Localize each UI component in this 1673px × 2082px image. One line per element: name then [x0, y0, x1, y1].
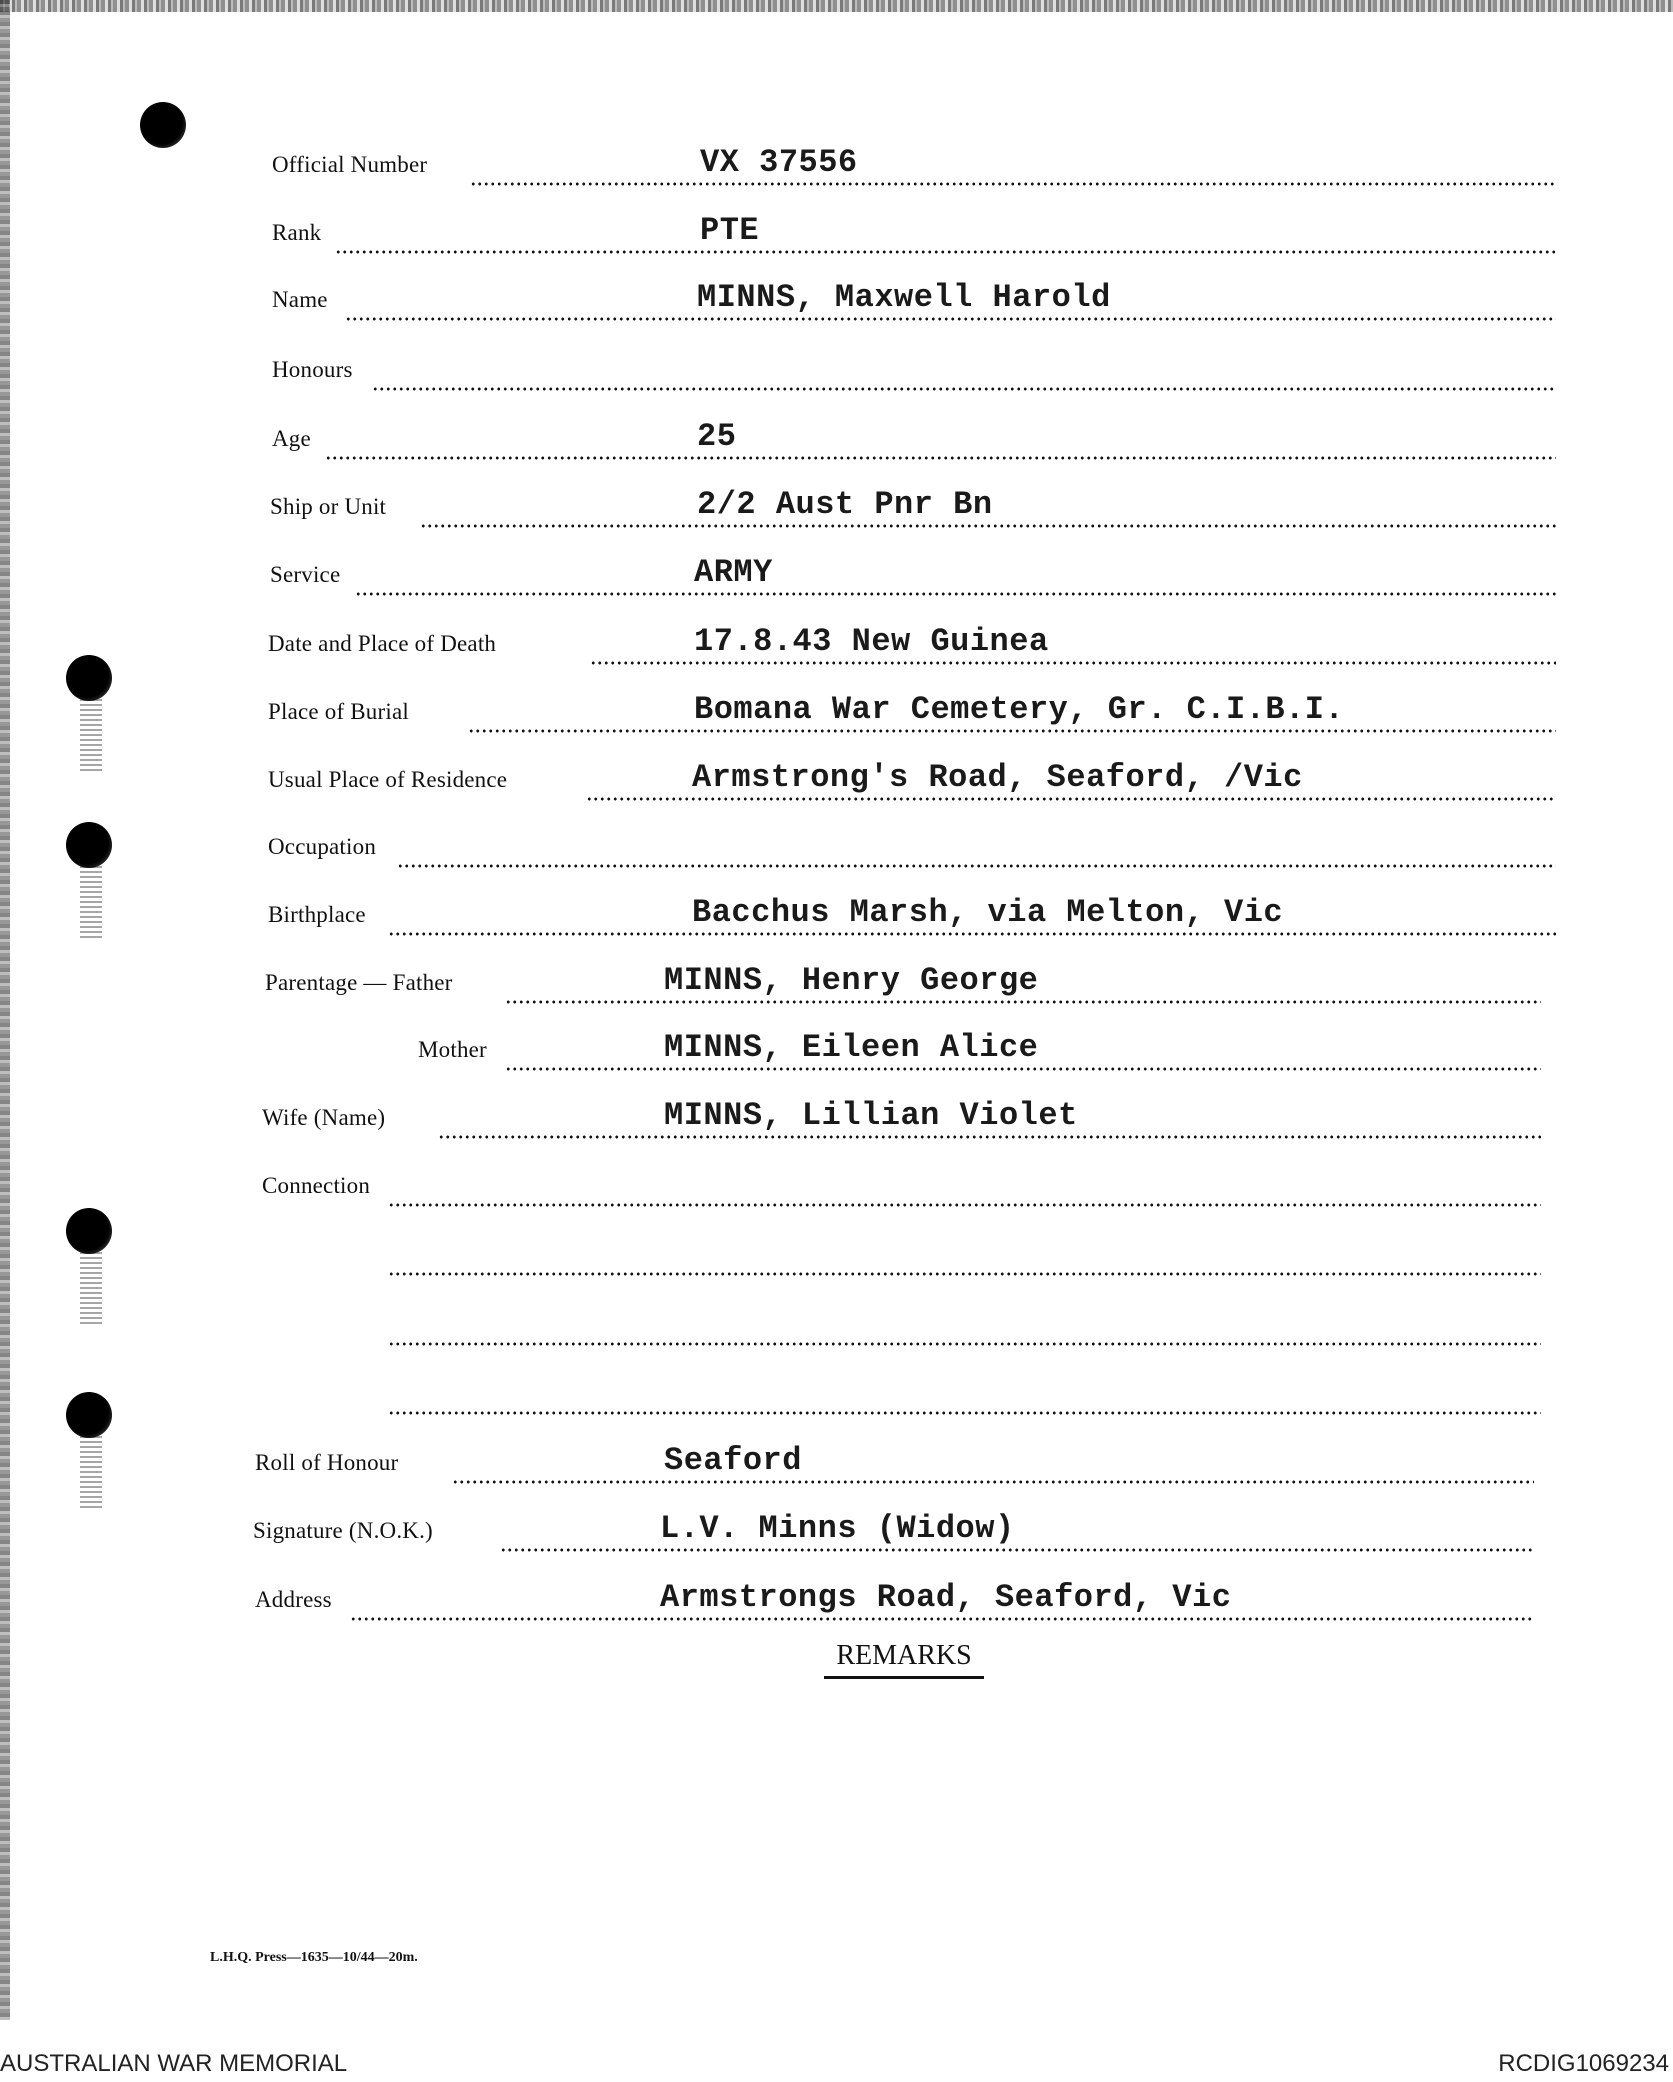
field-label: Honours	[272, 357, 353, 382]
footer-institution: AUSTRALIAN WAR MEMORIAL	[0, 2050, 348, 2077]
field-label: Service	[270, 562, 341, 587]
dotted-line	[355, 592, 1556, 596]
dotted-line	[397, 864, 1556, 868]
field-value: 17.8.43 New Guinea	[694, 623, 1049, 660]
footer-record-id: RCDIG1069234	[1498, 2050, 1669, 2077]
field-value: VX 37556	[700, 144, 858, 181]
field-value: Armstrongs Road, Seaford, Vic	[660, 1579, 1232, 1616]
field-label: Birthplace	[268, 902, 366, 927]
field-label: Rank	[272, 220, 322, 245]
field-value: MINNS, Lillian Violet	[664, 1097, 1078, 1134]
dotted-line	[388, 1342, 1541, 1346]
field-label: Signature (N.O.K.)	[253, 1518, 433, 1543]
dotted-line	[388, 1203, 1541, 1207]
dotted-line	[388, 1411, 1541, 1415]
field-label: Official Number	[272, 152, 428, 177]
dotted-line	[505, 1067, 1541, 1071]
field-label: Age	[272, 426, 311, 451]
field-value: Seaford	[664, 1442, 802, 1479]
field-value: 2/2 Aust Pnr Bn	[697, 486, 993, 523]
dotted-line	[345, 317, 1556, 321]
scan-edge-top	[0, 0, 1673, 12]
dotted-line	[586, 797, 1556, 801]
field-label: Wife (Name)	[262, 1105, 386, 1130]
punch-hole-3	[66, 822, 112, 868]
field-label: Place of Burial	[268, 699, 409, 724]
field-label: Address	[255, 1587, 332, 1612]
field-label: Ship or Unit	[270, 494, 387, 519]
field-value: ARMY	[694, 554, 773, 591]
dotted-line	[420, 524, 1556, 528]
dotted-line	[468, 729, 1556, 733]
field-label: Parentage — Father	[265, 970, 453, 995]
field-value: Bomana War Cemetery, Gr. C.I.B.I.	[694, 691, 1345, 728]
field-value: PTE	[700, 212, 760, 249]
dotted-line	[388, 932, 1556, 936]
punch-hole-2	[66, 655, 112, 701]
dotted-line	[325, 456, 1556, 460]
field-label: Connection	[262, 1173, 371, 1198]
dotted-line	[505, 1000, 1541, 1004]
field-value: MINNS, Maxwell Harold	[697, 279, 1111, 316]
field-label: Name	[272, 287, 328, 312]
field-value: Armstrong's Road, Seaford, /Vic	[692, 759, 1303, 796]
printer-note: L.H.Q. Press—1635—10/44—20m.	[210, 1950, 418, 1965]
punch-hole-5	[66, 1392, 112, 1438]
field-value: L.V. Minns (Widow)	[660, 1510, 1015, 1547]
dotted-line	[388, 1272, 1541, 1276]
dotted-line	[335, 250, 1556, 254]
field-label: Usual Place of Residence	[268, 767, 508, 792]
dotted-line	[500, 1548, 1534, 1552]
remarks-heading: REMARKS	[824, 1640, 984, 1679]
field-label: Mother	[418, 1037, 487, 1062]
dotted-line	[438, 1135, 1541, 1139]
field-value: MINNS, Eileen Alice	[664, 1029, 1039, 1066]
scan-edge-left	[0, 0, 10, 2020]
field-label: Date and Place of Death	[268, 631, 497, 656]
punch-hole-1	[140, 102, 186, 148]
dotted-line	[372, 387, 1556, 391]
field-label: Roll of Honour	[255, 1450, 399, 1475]
field-value: 25	[697, 418, 737, 455]
field-label: Occupation	[268, 834, 377, 859]
dotted-line	[452, 1480, 1534, 1484]
dotted-line	[590, 661, 1556, 665]
punch-hole-4	[66, 1208, 112, 1254]
dotted-line	[470, 182, 1556, 186]
field-value: Bacchus Marsh, via Melton, Vic	[692, 894, 1284, 931]
dotted-line	[350, 1617, 1534, 1621]
field-value: MINNS, Henry George	[664, 962, 1039, 999]
